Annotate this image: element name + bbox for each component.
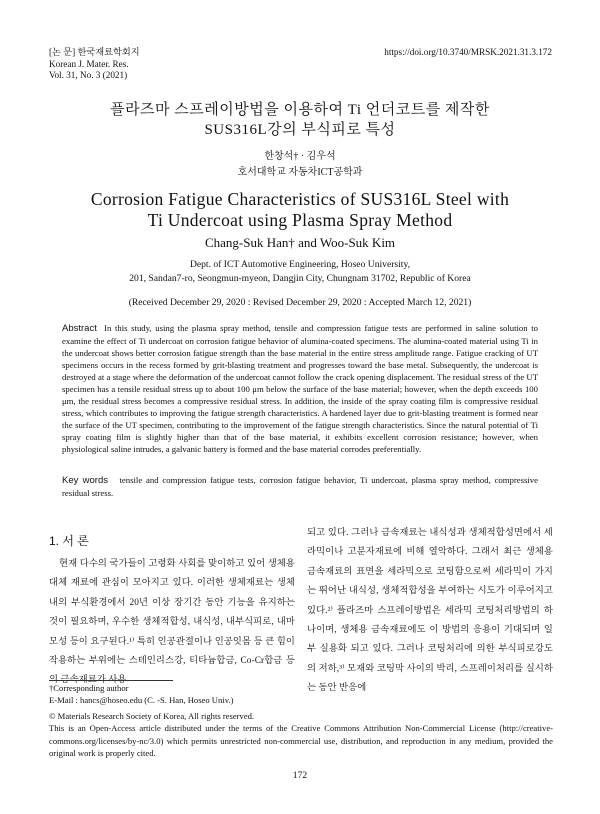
- authors-ko: 한창석† · 김우석: [264, 151, 336, 162]
- body-right-column: 되고 있다. 그러나 금속재료는 내식성과 생체적합성면에서 세라믹이나 고분자재료에 비해 열악하다. 그래서 최근 생체용 금속재료의 표면을 세라믹으로 코팅함으로써 세라믹이 가지는 뛰어난 내식성, 생체적합성을 부여하는 시도가 이루어지고 있다.²⁾ 플라즈마 스프레이방법은 세라믹 코팅처리방법의 하나이며, 생체용 금속재료에도 이 방법의 응용이 기대되며 일부 실용화 되고 있다. 그러나 코팅처리에 의한 부식피로강도의 저하,³⁾ 모재와 코팅막 사이의 박리, 스프레이처리를 실시하는 동안 반응에: [307, 528, 553, 694]
- keywords-text: tensile and compression fatigue tests, corrosion fatigue behavior, Ti undercoat, plasma spray method, compressive residual stress.: [62, 475, 539, 499]
- page-number: 172: [292, 770, 308, 781]
- doi-link[interactable]: https://doi.org/10.3740/MRSK.2021.31.3.172: [384, 47, 552, 57]
- journal-name-ko: [논 문] 한국재료학회지: [49, 47, 140, 57]
- section-heading-introduction: 1. 서 론: [49, 534, 89, 548]
- license-text: This is an Open-Access article distributed under the terms of the Creative Commons Attribution Non-Commercial License (http://creative-commons.org/licenses/by-nc/3.0) which permits unrestricted non-commercial use, distribution, and reproduction in any medium, provided the original work is properly cited.: [49, 723, 553, 759]
- affiliation-ko: 호서대학교 자동차ICT공학과: [237, 167, 363, 178]
- corresponding-author-note: †Corresponding author: [49, 683, 129, 693]
- footnote: [49, 682, 233, 707]
- body-left-column: 현재 다수의 국가들이 고령화 사회를 맞이하고 있어 생체용 대체 재료에 관심이 모아지고 있다. 이러한 생체재료는 생체 내의 부식환경에서 20년 이상 장기간 동안 기능을 유지하는 것이 필요하며, 우수한 생체적합성, 내식성, 내부식피로, 내마모성 등이 요구된다.¹⁾ 특히 인공관절이나 인공잇몸 등 큰 힘이 작용하는 부위에는 스테인리스강, 티타늄합금, Co-Cr합금 등의 금속재료가 사용: [49, 559, 295, 686]
- affiliation-en-line2: 201, Sandan7-ro, Seongmun-myeon, Dangjin City, Chungnam 31702, Republic of Korea: [129, 273, 471, 284]
- keywords: [62, 474, 538, 499]
- journal-name-en: Korean J. Mater. Res.: [49, 58, 129, 69]
- journal-header: [49, 47, 140, 82]
- abstract-text: In this study, using the plasma spray method, tensile and compression fatigue tests are performed in saline solution to examine the effect of Ti undercoat on corrosion fatigue behavior of alumina-coated specimens. The alumina-coated material using Ti in the undercoat shows better corrosion fatigue strength than the base material in the entire stress amplitude range. Fatigue cracking of UT specimens occurs in the recess formed by grit-blasting treatment and progresses toward the base metal. Subsequently, the undercoat is destroyed at a stage where the deformation of the undercoat cannot follow the crack opening displacement. The residual stress of the UT specimen has a tensile residual stress up to about 100 μm below the surface of the base material; however, when the depth exceeds 100 μm, the residual stress becomes a compressive residual stress. In addition, the inside of the spray coating film is compressive residual stress, which contributes to improving the fatigue strength characteristics. A hardened layer due to grit-blasting treatment is formed near the surface of the UT specimen, contributing to the improvement of the fatigue strength characteristics. Since the natural potential of Ti spray coating film is slightly higher than that of the base material, it exhibits excellent corrosion resistance; however, when physiological saline intrudes, a galvanic battery is formed and the base material corrodes preferentially.: [62, 323, 539, 455]
- title-ko-line1: 플라즈마 스프레이방법을 이용하여 Ti 언더코트를 제작한: [110, 102, 490, 118]
- title-ko-line2: SUS316L강의 부식피로 특성: [204, 122, 396, 138]
- license-block: [49, 710, 553, 760]
- footnote-divider: [49, 680, 173, 681]
- affiliation-en-line1: Dept. of ICT Automotive Engineering, Hoseo University,: [189, 259, 411, 270]
- copyright-line: © Materials Research Society of Korea, All rights reserved.: [49, 711, 255, 721]
- abstract-label: Abstract: [62, 323, 97, 334]
- abstract: [62, 322, 538, 456]
- keywords-label: Key words: [62, 475, 109, 486]
- title-en-line1: Corrosion Fatigue Characteristics of SUS316L Steel with: [90, 189, 510, 209]
- authors-en: Chang-Suk Han† and Woo-Suk Kim: [204, 235, 396, 250]
- journal-volume: Vol. 31, No. 3 (2021): [49, 70, 128, 80]
- title-en-line2: Ti Undercoat using Plasma Spray Method: [147, 210, 453, 230]
- author-email: E-Mail : hancs@hoseo.edu (C. -S. Han, Hoseo Univ.): [49, 695, 234, 706]
- received-dates: (Received December 29, 2020 : Revised December 29, 2020 : Accepted March 12, 2021): [128, 297, 472, 308]
